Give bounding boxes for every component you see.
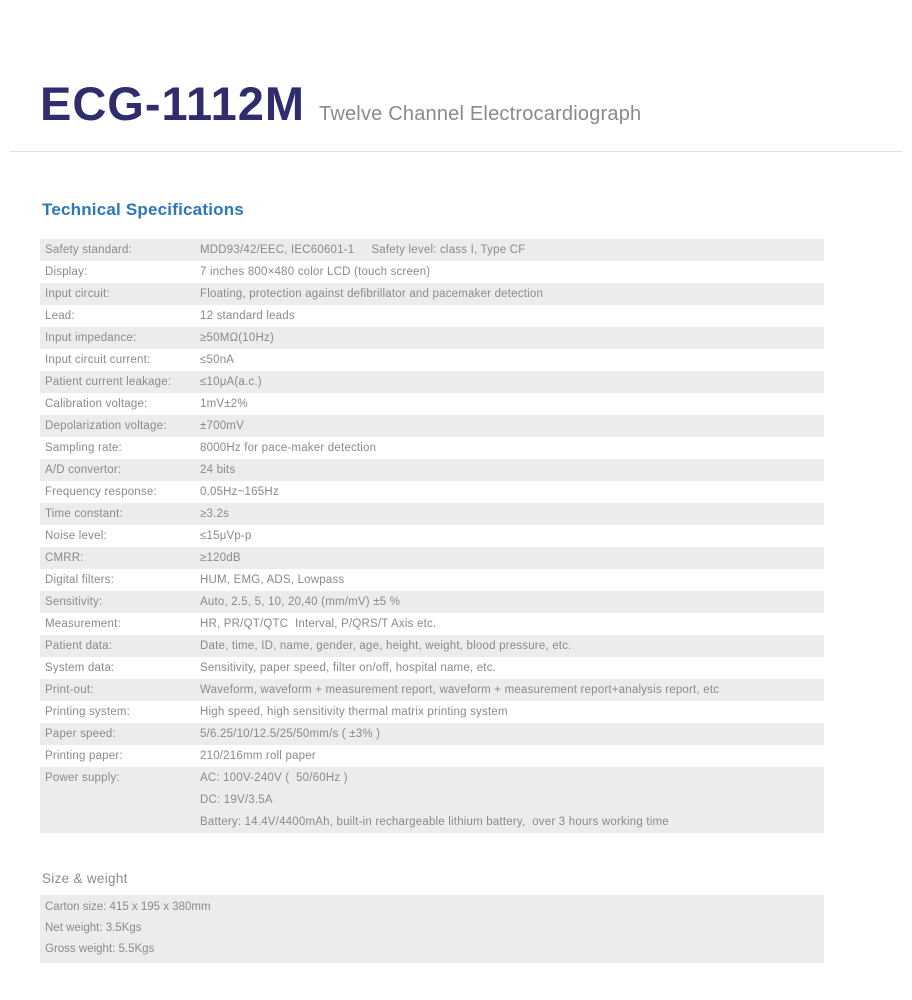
spec-label: Printing system: <box>45 706 131 718</box>
section-title-technical-specifications: Technical Specifications <box>42 200 244 219</box>
spec-label: Power supply: <box>45 772 120 784</box>
spec-value <box>195 481 824 503</box>
spec-value <box>195 547 824 569</box>
spec-value <box>195 437 824 459</box>
spec-label: System data: <box>45 662 115 674</box>
spec-value <box>195 239 824 261</box>
spec-value-line: High speed, high sensitivity thermal matrix printing system <box>200 706 508 718</box>
table-row <box>40 635 824 657</box>
spec-value <box>195 679 824 701</box>
content <box>40 76 824 963</box>
spec-value <box>195 503 824 525</box>
spec-value <box>195 657 824 679</box>
table-row <box>40 525 824 547</box>
spec-label: Print-out: <box>45 684 94 696</box>
spec-value <box>195 767 824 833</box>
spec-label: Depolarization voltage: <box>45 420 167 432</box>
spec-value-line: Battery: 14.4V/4400mAh, built-in rechargeable lithium battery, over 3 hours working time <box>200 816 669 828</box>
table-row <box>40 679 824 701</box>
spec-value-line: DC: 19V/3.5A <box>200 794 273 806</box>
list-item: Gross weight: 5.5Kgs <box>45 943 155 955</box>
table-row <box>40 481 824 503</box>
spec-value-line: 24 bits <box>200 464 236 476</box>
spec-value-line: ≤10μA(a.c.) <box>200 376 262 388</box>
spec-label: Digital filters: <box>45 574 115 586</box>
table-row <box>40 591 824 613</box>
spec-value <box>195 569 824 591</box>
spec-value-line: 1mV±2% <box>200 398 248 410</box>
table-row <box>40 415 824 437</box>
table-row <box>40 657 824 679</box>
spec-value <box>195 305 824 327</box>
spec-label: Time constant: <box>45 508 123 520</box>
header <box>40 76 824 131</box>
spec-label: Calibration voltage: <box>45 398 148 410</box>
table-row <box>40 745 824 767</box>
spec-value-line: 5/6.25/10/12.5/25/50mm/s ( ±3% ) <box>200 728 381 740</box>
spec-label: Input circuit current: <box>45 354 151 366</box>
spec-label: CMRR: <box>45 552 84 564</box>
spec-label: Sensitivity: <box>45 596 103 608</box>
spec-value <box>195 701 824 723</box>
spec-value <box>195 745 824 767</box>
table-row <box>40 283 824 305</box>
table-row <box>40 437 824 459</box>
table-row <box>40 459 824 481</box>
table-row <box>40 327 824 349</box>
list-item: Carton size: 415 x 195 x 380mm <box>45 901 211 913</box>
spec-label: A/D convertor: <box>45 464 122 476</box>
table-row <box>40 613 824 635</box>
spec-value-line: HUM, EMG, ADS, Lowpass <box>200 574 345 586</box>
table-row <box>40 723 824 745</box>
spec-value-line: ±700mV <box>200 420 244 432</box>
divider <box>10 151 902 152</box>
spec-label: Printing paper: <box>45 750 123 762</box>
table-row <box>40 767 824 833</box>
spec-value <box>195 723 824 745</box>
spec-label: Display: <box>45 266 88 278</box>
spec-label: Sampling rate: <box>45 442 122 454</box>
product-subtitle: Twelve Channel Electrocardiograph <box>319 103 642 125</box>
table-row <box>40 547 824 569</box>
size-weight-block <box>40 895 824 963</box>
spec-label: Safety standard: <box>45 244 132 256</box>
spec-label: Frequency response: <box>45 486 157 498</box>
spec-value-line: ≥3.2s <box>200 508 230 520</box>
table-row <box>40 503 824 525</box>
spec-value-line: MDD93/42/EEC, IEC60601-1 Safety level: class I, Type CF <box>200 244 526 256</box>
spec-label: Patient data: <box>45 640 113 652</box>
spec-value-line: Floating, protection against defibrillator and pacemaker detection <box>200 288 544 300</box>
spec-value <box>195 349 824 371</box>
spec-value-line: Date, time, ID, name, gender, age, height, weight, blood pressure, etc. <box>200 640 572 652</box>
spec-value <box>195 591 824 613</box>
table-row <box>40 349 824 371</box>
table-row <box>40 569 824 591</box>
spec-value-line: Waveform, waveform + measurement report, waveform + measurement report+analysis report, etc <box>200 684 720 696</box>
spec-value-line: 7 inches 800×480 color LCD (touch screen) <box>200 266 431 278</box>
table-row <box>40 239 824 261</box>
table-row <box>40 371 824 393</box>
spec-value <box>195 635 824 657</box>
spec-value-line: 12 standard leads <box>200 310 295 322</box>
spec-value-line: 0.05Hz~165Hz <box>200 486 279 498</box>
spec-value-line: HR, PR/QT/QTC Interval, P/QRS/T Axis etc. <box>200 618 437 630</box>
table-row <box>40 393 824 415</box>
spec-value <box>195 525 824 547</box>
spec-label: Paper speed: <box>45 728 116 740</box>
spec-label: Lead: <box>45 310 75 322</box>
spec-label: Input circuit: <box>45 288 110 300</box>
spec-value <box>195 327 824 349</box>
spec-label: Measurement: <box>45 618 121 630</box>
spec-value-line: ≥50MΩ(10Hz) <box>200 332 274 344</box>
table-row <box>40 261 824 283</box>
spec-label: Noise level: <box>45 530 107 542</box>
spec-label: Input impedance: <box>45 332 137 344</box>
spec-value <box>195 371 824 393</box>
product-model: ECG-1112M <box>40 77 306 130</box>
size-weight-title: Size & weight <box>42 871 128 886</box>
specs-table <box>40 239 824 833</box>
list-item: Net weight: 3.5Kgs <box>45 922 142 934</box>
spec-value <box>195 283 824 305</box>
table-row <box>40 305 824 327</box>
spec-value-line: Auto, 2.5, 5, 10, 20,40 (mm/mV) ±5 % <box>200 596 401 608</box>
table-row <box>40 701 824 723</box>
spec-value <box>195 393 824 415</box>
spec-label: Patient current leakage: <box>45 376 172 388</box>
spec-value-line: AC: 100V-240V ( 50/60Hz ) <box>200 772 348 784</box>
spec-value-line: ≤50nA <box>200 354 235 366</box>
spec-value-line: 210/216mm roll paper <box>200 750 316 762</box>
spec-value-line: ≤15μVp-p <box>200 530 252 542</box>
spec-value-line: Sensitivity, paper speed, filter on/off, hospital name, etc. <box>200 662 497 674</box>
spec-value <box>195 613 824 635</box>
spec-value <box>195 261 824 283</box>
spec-value <box>195 459 824 481</box>
spec-value-line: ≥120dB <box>200 552 241 564</box>
spec-value-line: 8000Hz for pace-maker detection <box>200 442 377 454</box>
spec-value <box>195 415 824 437</box>
